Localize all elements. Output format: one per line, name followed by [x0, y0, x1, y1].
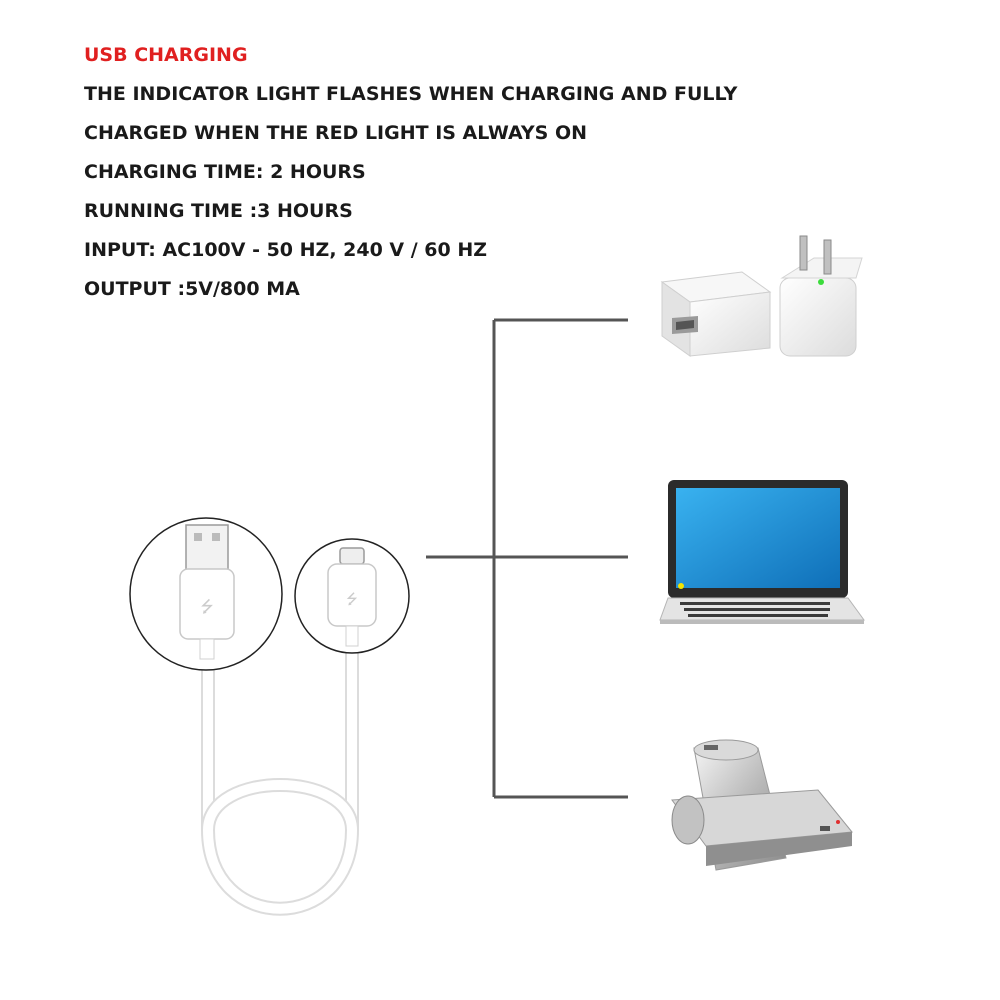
- spec-line-charging-time: CHARGING TIME: 2 HOURS: [84, 161, 366, 183]
- connector-lines: [426, 320, 628, 797]
- spec-line-output: OUTPUT :5V/800 MA: [84, 278, 300, 300]
- usb-a-connector-icon: [130, 518, 282, 670]
- spec-line-indicator: THE INDICATOR LIGHT FLASHES WHEN CHARGING AND FULLY: [84, 83, 738, 105]
- spec-line-running-time: RUNNING TIME :3 HOURS: [84, 200, 353, 222]
- specs-title: USB CHARGING: [84, 44, 248, 66]
- usb-cable-icon: [208, 650, 352, 909]
- spec-line-indicator-cont: CHARGED WHEN THE RED LIGHT IS ALWAYS ON: [84, 122, 587, 144]
- power-bank-icon: [672, 740, 852, 870]
- svg-text:⭍: ⭍: [200, 597, 214, 616]
- laptop-icon: [660, 480, 864, 624]
- svg-text:⭍: ⭍: [346, 592, 358, 608]
- wall-charger-icon: [662, 236, 862, 356]
- spec-line-input: INPUT: AC100V - 50 HZ, 240 V / 60 HZ: [84, 239, 488, 261]
- micro-usb-connector-icon: [295, 539, 409, 653]
